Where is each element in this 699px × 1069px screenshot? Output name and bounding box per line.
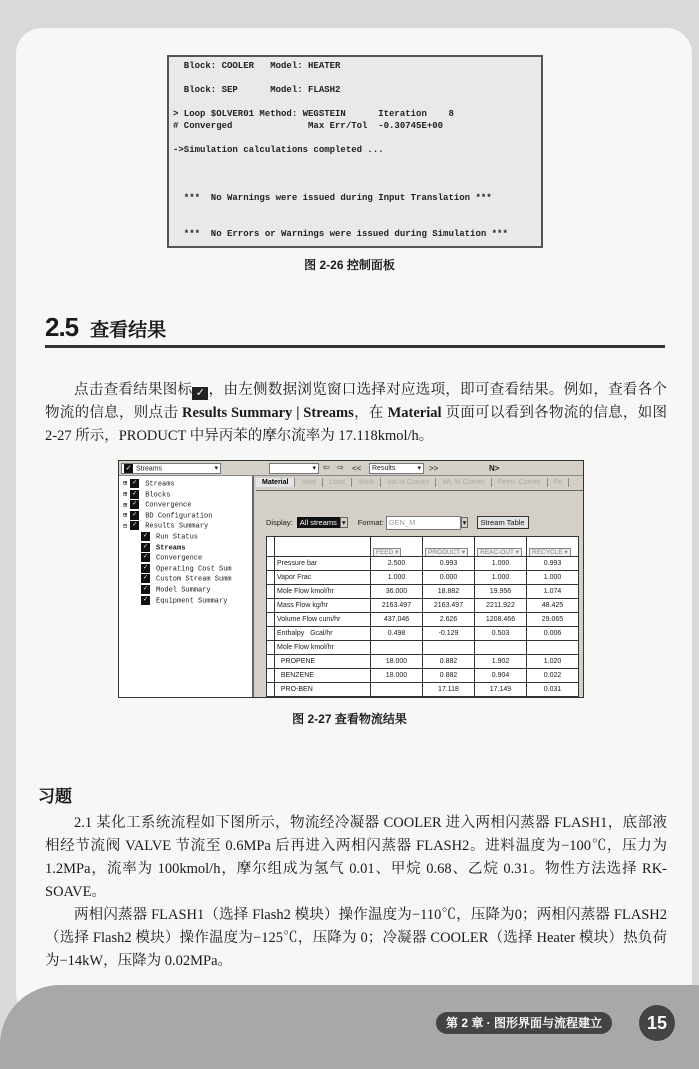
display-select[interactable]: All streams — [297, 517, 340, 528]
table-row — [267, 557, 579, 571]
stream-column-select[interactable]: RECYCLE ▾ — [529, 548, 571, 557]
bold-text: Material — [387, 405, 442, 421]
console-line — [173, 132, 537, 144]
cell-value — [475, 641, 527, 655]
console-line — [173, 168, 537, 180]
console-line: Block: SEP Model: FLASH2 — [173, 85, 341, 95]
console-line: *** No Warnings were issued during Input Translation *** — [173, 193, 492, 203]
cell-value: -0.129 — [423, 627, 475, 641]
cell-value: 19.956 — [475, 585, 527, 599]
table-row — [267, 571, 579, 585]
cell-value: 0.006 — [527, 627, 579, 641]
cell-value: 18.000 — [371, 655, 423, 669]
table-row — [267, 585, 579, 599]
exercise-2-1-conditions: 两相闪蒸器 FLASH1（选择 Flash2 模块）操作温度为−110℃，压降为0；两相闪蒸器 FLASH2（选择 Flash2 模块）操作温度为−125℃，压降为 0；冷凝器 COOLER（选择 Heater 模块）热负荷为−14kW，压降为 0.02MPa。 — [45, 907, 667, 969]
cell-value: 0.993 — [423, 557, 475, 571]
check-icon: ✓ — [141, 553, 150, 562]
cell-value — [423, 641, 475, 655]
check-icon: ✓ — [130, 511, 139, 520]
format-select[interactable]: GEN_M — [386, 516, 461, 530]
check-icon: ✓ — [130, 500, 139, 509]
check-icon: ✓ — [130, 521, 139, 530]
cell-value: 2163.497 — [371, 599, 423, 613]
console-line: ->Simulation calculations completed ... — [173, 145, 384, 155]
page-number: 15 — [639, 1005, 675, 1041]
cell-value: 0.503 — [475, 627, 527, 641]
cell-value: 0.022 — [527, 669, 579, 683]
cell-value: 0.498 — [371, 627, 423, 641]
stream-table-button[interactable]: Stream Table — [477, 516, 529, 529]
tree-item[interactable]: ✓ Convergence — [141, 553, 202, 563]
nav-next-icon[interactable]: >> — [429, 464, 439, 473]
body-flow — [0, 379, 699, 973]
row-label: Enthalpy Gcal/hr — [275, 627, 371, 641]
cell-value: 48.425 — [527, 599, 579, 613]
cell-value: 1.020 — [527, 655, 579, 669]
cell-value: 0.882 — [423, 655, 475, 669]
figure-caption-2-27: 图 2-27 查看物流结果 — [292, 712, 407, 726]
tab-wt-curves[interactable]: Wt. % Curves — [436, 478, 492, 487]
stream-column-select[interactable]: PRODUCT ▾ — [425, 548, 468, 557]
check-icon: ✓ — [130, 479, 139, 488]
tree-item[interactable]: ⊟ ✓ Results Summary — [123, 521, 209, 531]
exercises-heading: 习题 — [38, 787, 72, 806]
console-line — [173, 216, 537, 228]
tab-heat[interactable]: Heat — [295, 478, 323, 487]
console-line: Block: COOLER Model: HEATER — [173, 61, 341, 71]
cell-value: 2163.497 — [423, 599, 475, 613]
figure-caption-2-26: 图 2-26 控制面板 — [304, 258, 395, 272]
row-label: Volume Flow cum/hr — [275, 613, 371, 627]
console-line: > Loop $OLVER01 Method: WEGSTEIN Iteration 8 — [173, 109, 454, 119]
table-row — [267, 641, 579, 655]
nav-prev-icon[interactable]: << — [352, 464, 362, 473]
cell-value: 437.046 — [371, 613, 423, 627]
tree-selector[interactable]: ✓ Streams ▾ — [121, 463, 221, 474]
cell-value: 36.000 — [371, 585, 423, 599]
tree-item[interactable]: ✓ Operating Cost Sum — [141, 564, 232, 574]
results-check-icon: ✓ — [192, 387, 208, 400]
console-line — [173, 156, 537, 168]
intro-paragraph — [45, 379, 667, 448]
tab-material[interactable]: Material — [256, 478, 295, 487]
table-row — [267, 613, 579, 627]
tree-item[interactable]: ✓ Run Status — [141, 532, 198, 542]
cell-value — [527, 641, 579, 655]
text: ，由左侧数据浏览窗口选择对应选项，即可查看结果。例如，查看各个物流的信息，则点击 — [45, 382, 667, 421]
cell-value: 1.000 — [371, 571, 423, 585]
tree-item[interactable]: ⊞ ✓ Convergence — [123, 500, 192, 510]
cell-value: 1.000 — [475, 571, 527, 585]
row-label: Pressure bar — [275, 557, 371, 571]
expand-icon[interactable]: ⊞ — [123, 501, 128, 510]
cell-value: 17.149 — [475, 683, 527, 697]
console-line — [173, 72, 537, 84]
tab-po[interactable]: Po — [548, 478, 570, 487]
table-row — [267, 627, 579, 641]
check-icon: ✓ — [141, 564, 150, 573]
cell-value: 2.500 — [371, 557, 423, 571]
results-selector[interactable]: Results ▾ — [369, 463, 424, 474]
nav-forward-icon[interactable]: ⇨ — [337, 463, 344, 472]
cell-value: 1.902 — [475, 655, 527, 669]
nav-back-icon[interactable]: ⇦ — [323, 463, 330, 472]
cell-value — [371, 683, 423, 697]
section-number: 2.5 — [45, 312, 79, 342]
cell-value: 0.904 — [475, 669, 527, 683]
tree-item[interactable]: ✓ Custom Stream Summ — [141, 574, 232, 584]
row-label: Mole Flow kmol/hr — [275, 641, 371, 655]
display-label: Display: — [266, 518, 293, 527]
cell-value: 1.074 — [527, 585, 579, 599]
cell-value — [371, 641, 423, 655]
cell-value: 1208.466 — [475, 613, 527, 627]
table-row — [267, 599, 579, 613]
stream-column-select[interactable]: REAC-OUT ▾ — [477, 548, 522, 557]
text: ，在 — [353, 405, 388, 421]
table-row — [267, 655, 579, 669]
result-tabs — [256, 477, 584, 491]
check-icon: ✓ — [141, 585, 150, 594]
cell-value: 18.882 — [423, 585, 475, 599]
text: 点击查看结果图标 — [74, 382, 193, 398]
text: 页面可以看到各物流的信息，如图 2-27 所示，PRODUCT 中异丙苯的摩尔流率为 17.118kmol/h。 — [45, 405, 668, 444]
console-line: # Converged Max Err/Tol -0.30745E+00 — [173, 121, 444, 131]
row-label: Mole Flow kmol/hr — [275, 585, 371, 599]
tree-item[interactable]: ⊞ ✓ BD Configuration — [123, 510, 213, 521]
expand-icon[interactable]: ⊞ — [123, 512, 128, 521]
exercise-2-1-paragraph: 2.1 某化工系统流程如下图所示，物流经冷凝器 COOLER 进入两相闪蒸器 FLASH1，底部液相经节流阀 VALVE 节流至 0.6MPa 后再进入两相闪蒸器 FLASH2。进料温度为−100℃，压力为 1.2MPa，流率为 100kmol/h，摩尔组成为氢气 0.01、甲烷 0.68、乙烷 0.31。物性方法选择 RK-SOAVE。 — [45, 815, 667, 900]
check-icon: ✓ — [141, 596, 150, 605]
tab-work[interactable]: Work — [352, 478, 381, 487]
chapter-label: 第 2 章 · 图形界面与流程建立 — [436, 1012, 612, 1034]
stream-results-table — [266, 536, 579, 697]
bold-text: Results Summary | Streams — [182, 405, 354, 421]
cell-value: 0.993 — [527, 557, 579, 571]
aspen-results-screenshot — [118, 460, 584, 698]
expand-icon[interactable]: ⊞ — [123, 480, 128, 489]
console-line — [173, 180, 537, 192]
console-line: *** No Errors or Warnings were issued during Simulation *** — [173, 229, 508, 239]
check-icon: ✓ — [141, 543, 150, 552]
tree-item[interactable]: ⊞ ✓ Blocks — [123, 489, 171, 499]
table-row — [267, 683, 579, 697]
cell-value: 2211.922 — [475, 599, 527, 613]
cell-value: 1.000 — [475, 557, 527, 571]
console-line — [173, 204, 537, 216]
tab-petro-curves[interactable]: Petro. Curves — [492, 478, 548, 487]
cell-value: 29.065 — [527, 613, 579, 627]
tab-load[interactable]: Load — [323, 478, 352, 487]
tree-item[interactable]: ✓ Model Summary — [141, 585, 211, 595]
row-label: Vapor Frac — [275, 571, 371, 585]
check-icon: ✓ — [141, 574, 150, 583]
row-label: PROPENE — [275, 655, 371, 669]
next-step-icon[interactable]: N> — [489, 464, 500, 473]
tab-vol-curves[interactable]: Vol.% Curves — [381, 478, 436, 487]
row-label: BENZENE — [275, 669, 371, 683]
check-icon: ✓ — [130, 490, 139, 499]
stream-column-select[interactable]: FEED ▾ — [373, 548, 401, 557]
section-rule — [45, 345, 665, 348]
tree-item[interactable]: ✓ Streams — [141, 543, 185, 553]
table-row — [267, 669, 579, 683]
cell-value: 1.000 — [527, 571, 579, 585]
cell-value: 17.118 — [423, 683, 475, 697]
control-panel-console — [167, 55, 543, 248]
cell-value: 2.626 — [423, 613, 475, 627]
toolbar — [119, 461, 584, 476]
display-row: Display: All streams ▾ Format: GEN_M ▾ Stream Table — [266, 516, 529, 530]
format-label: Format: — [357, 518, 384, 527]
check-icon: ✓ — [141, 532, 150, 541]
section-title: 查看结果 — [90, 320, 167, 341]
cell-value: 0.031 — [527, 683, 579, 697]
tree-item[interactable]: ✓ Equipment Summary — [141, 596, 227, 606]
cell-value: 0.882 — [423, 669, 475, 683]
row-label: PRO-BEN — [275, 683, 371, 697]
expand-icon[interactable]: ⊟ — [123, 522, 128, 531]
table-header-row — [267, 537, 579, 557]
row-label: Mass Flow kg/hr — [275, 599, 371, 613]
cell-value: 18.000 — [371, 669, 423, 683]
data-browser-tree — [119, 476, 254, 698]
blank-selector[interactable]: ▾ — [269, 463, 319, 474]
tree-item[interactable]: ⊞ ✓ Streams — [123, 479, 175, 489]
console-line — [173, 96, 537, 108]
section-heading — [45, 312, 166, 347]
expand-icon[interactable]: ⊞ — [123, 490, 128, 499]
cell-value: 0.000 — [423, 571, 475, 585]
